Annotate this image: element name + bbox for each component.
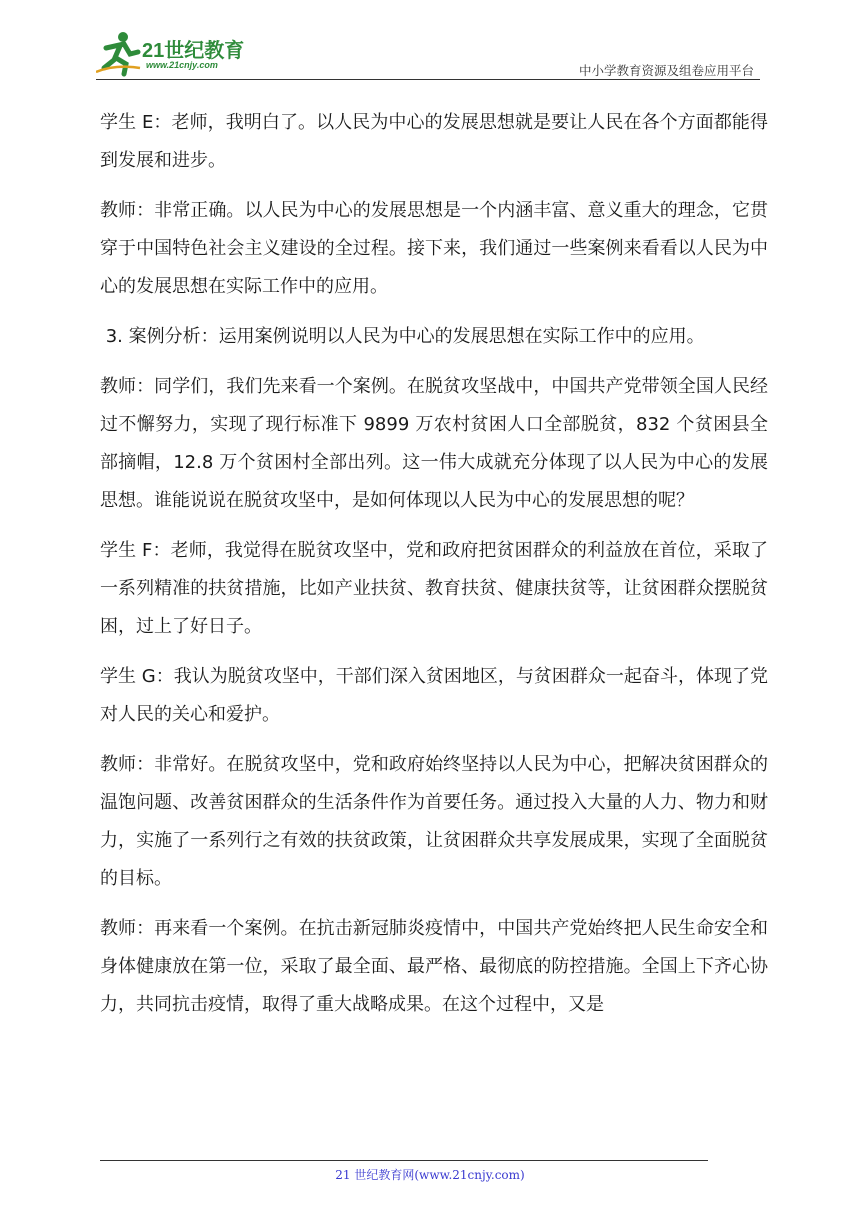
paragraph: 教师：再来看一个案例。在抗击新冠肺炎疫情中，中国共产党始终把人民生命安全和身体健康放在第一位，采取了最全面、最严格、最彻底的防控措施。全国上下齐心协力，共同抗击疫情，取得了重大战略成果。在这个过程中，又是 (100, 918, 768, 1015)
paragraph: 学生 E：老师，我明白了。以人民为中心的发展思想就是要让人民在各个方面都能得到发展和进步。 (100, 112, 768, 171)
logo-url: www.21cnjy.com (146, 60, 218, 70)
page-footer: 21 世纪教育网(www.21cnjy.com) (335, 1168, 525, 1182)
paragraph: 学生 G：我认为脱贫攻坚中，干部们深入贫困地区，与贫困群众一起奋斗，体现了党对人民的关心和爱护。 (100, 666, 768, 725)
paragraph: 教师：同学们，我们先来看一个案例。在脱贫攻坚战中，中国共产党带领全国人民经过不懈努力，实现了现行标准下 9899 万农村贫困人口全部脱贫，832 个贫困县全部摘帽，12.8 万个贫困村全部出列。这一伟大成就充分体现了以人民为中心的发展思想。谁能说说在脱贫攻坚中，是如何体现以人民为中心的发展思想的呢？ (100, 376, 768, 511)
header-divider (96, 79, 760, 80)
section-heading: 3. 案例分析：运用案例说明以人民为中心的发展思想在实际工作中的应用。 (100, 326, 705, 347)
page-header (96, 28, 760, 80)
paragraph: 教师：非常正确。以人民为中心的发展思想是一个内涵丰富、意义重大的理念，它贯穿于中国特色社会主义建设的全过程。接下来，我们通过一些案例来看看以人民为中心的发展思想在实际工作中的应用。 (100, 200, 768, 297)
logo (96, 28, 266, 78)
paragraph: 学生 F：老师，我觉得在脱贫攻坚中，党和政府把贫困群众的利益放在首位，采取了一系列精准的扶贫措施，比如产业扶贫、教育扶贫、健康扶贫等，让贫困群众摆脱贫困，过上了好日子。 (100, 540, 768, 637)
header-platform-text: 中小学教育资源及组卷应用平台 (578, 63, 754, 78)
document-body (100, 104, 768, 1036)
logo-text: 21世纪教育 (142, 40, 245, 62)
footer-divider (100, 1160, 708, 1161)
runner-icon (96, 28, 142, 78)
paragraph: 教师：非常好。在脱贫攻坚中，党和政府始终坚持以人民为中心，把解决贫困群众的温饱问题、改善贫困群众的生活条件作为首要任务。通过投入大量的人力、物力和财力，实施了一系列行之有效的扶贫政策，让贫困群众共享发展成果，实现了全面脱贫的目标。 (100, 754, 768, 889)
